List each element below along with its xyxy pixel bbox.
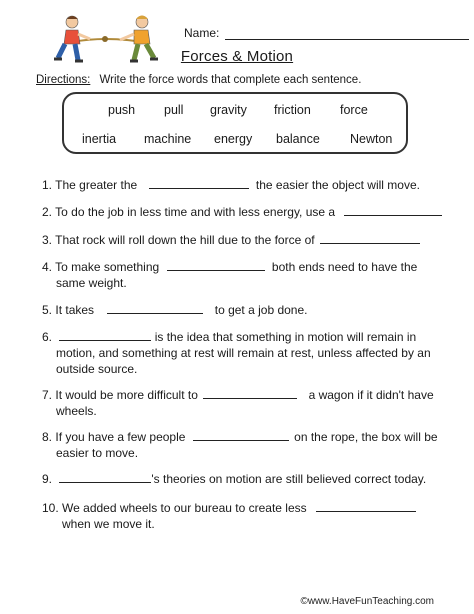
question-number: 7. (42, 388, 53, 402)
question-2 (42, 203, 442, 220)
answer-blank[interactable] (193, 428, 289, 441)
question-7 (42, 386, 434, 419)
question-text: The greater the (55, 178, 138, 192)
question-text: on the rope, the box will be (294, 430, 438, 444)
question-10 (42, 499, 416, 532)
answer-blank[interactable] (149, 176, 249, 189)
name-label: Name: (184, 26, 220, 40)
question-text: is the idea that something in motion will remain in (154, 330, 417, 344)
answer-blank[interactable] (107, 301, 203, 314)
question-text: wheels. (56, 404, 97, 418)
word-bank-item: machine (144, 132, 192, 146)
question-number: 10. (42, 501, 59, 515)
name-row (184, 26, 469, 40)
question-number: 8. (42, 430, 53, 444)
question-8 (42, 428, 438, 461)
question-1 (42, 176, 420, 193)
question-5 (42, 301, 307, 318)
question-text: the easier the object will move. (255, 178, 420, 192)
question-text: To do the job in less time and with less energy, use a (55, 205, 336, 219)
answer-blank[interactable] (59, 328, 151, 341)
question-text: when we move it. (62, 517, 155, 531)
question-text: To make something (55, 260, 160, 274)
answer-blank[interactable] (344, 203, 442, 216)
question-number: 2. (42, 205, 53, 219)
question-4 (42, 258, 417, 291)
directions (36, 74, 361, 86)
question-text: If you have a few people (55, 430, 186, 444)
question-9 (42, 470, 426, 487)
question-text: motion, and something at rest will remain at rest, unless affected by an (56, 346, 431, 360)
question-number: 4. (42, 260, 53, 274)
word-bank-item: gravity (210, 103, 247, 117)
question-text: We added wheels to our bureau to create less (62, 501, 307, 515)
word-bank-item: Newton (350, 132, 393, 146)
word-bank-item: inertia (82, 132, 117, 146)
question-number: 5. (42, 303, 53, 317)
answer-blank[interactable] (316, 499, 416, 512)
question-number: 1. (42, 178, 53, 192)
question-text: easier to move. (56, 446, 139, 460)
question-text: both ends need to have the (271, 260, 418, 274)
question-3 (42, 231, 420, 248)
word-bank-item: energy (214, 132, 253, 146)
answer-blank[interactable] (59, 470, 151, 483)
question-text: It would be more difficult to (55, 388, 198, 402)
name-blank[interactable] (225, 27, 469, 40)
question-text: outside source. (56, 362, 138, 376)
directions-label: Directions: (36, 74, 91, 86)
word-bank-item: pull (164, 103, 184, 117)
word-bank-item: balance (276, 132, 320, 146)
answer-blank[interactable] (320, 231, 420, 244)
word-bank-item: friction (274, 103, 311, 117)
question-number: 9. (42, 472, 53, 486)
answer-blank[interactable] (167, 258, 265, 271)
question-6 (42, 328, 431, 377)
footer-credit: ©www.HaveFunTeaching.com (300, 596, 434, 607)
question-number: 3. (42, 233, 53, 247)
question-text: a wagon if it didn't have (308, 388, 434, 402)
question-text: to get a job done. (214, 303, 308, 317)
question-text: That rock will roll down the hill due to the force of (55, 233, 315, 247)
word-bank-item: force (340, 103, 368, 117)
question-text: It takes (55, 303, 95, 317)
answer-blank[interactable] (203, 386, 297, 399)
question-number: 6. (42, 330, 53, 344)
word-bank-item: push (108, 103, 136, 117)
directions-text: Write the force words that complete each sentence. (99, 74, 362, 86)
page-title: Forces & Motion (180, 48, 294, 65)
word-bank (62, 92, 408, 154)
question-text: same weight. (56, 276, 127, 290)
question-text: 's theories on motion are still believed correct today. (151, 472, 427, 486)
